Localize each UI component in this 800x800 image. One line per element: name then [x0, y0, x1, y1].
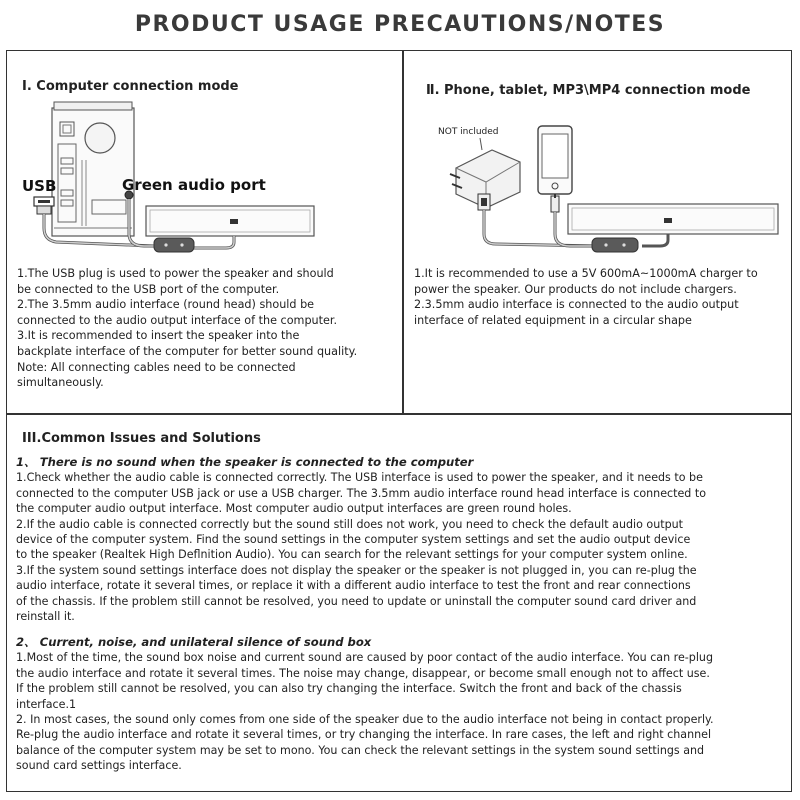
section1-line: Note: All connecting cables need to be connected	[17, 360, 296, 374]
issue2-line: 1.Most of the time, the sound box noise and current sound are caused by poor contact of the audio interface. You can re-plug	[16, 651, 713, 665]
issue1-line: 2.If the audio cable is connected correctly but the sound still does not work, you need to check the default audio output	[16, 517, 684, 531]
issue1-heading: 1、 There is no sound when the speaker is connected to the computer	[16, 455, 474, 469]
usb-label: USB	[22, 177, 57, 195]
section2-line: 2.3.5mm audio interface is connected to the audio output	[414, 298, 739, 312]
issue1-line: the computer audio output interface. Most computer audio output interfaces are green round holes.	[16, 502, 572, 516]
page-title: PRODUCT USAGE PRECAUTIONS/NOTES	[134, 12, 666, 37]
issue1-line: to the speaker (Realtek High Deflnition Audio). You can search for the relevant settings for your computer system online.	[16, 548, 688, 562]
section1-line: 1.The USB plug is used to power the speaker and should	[17, 267, 334, 280]
section2-line: power the speaker. Our products do not include chargers.	[414, 282, 737, 296]
issue1-block	[16, 455, 786, 624]
issue2-line: sound card settings interface.	[16, 759, 182, 773]
section1-title: Ⅰ. Computer connection mode	[22, 79, 239, 94]
issue1-line: connected to the computer USB jack or use a USB charger. The 3.5mm audio interface round head interface is connected to	[16, 486, 707, 500]
section1-line: connected to the audio output interface of the computer.	[17, 313, 338, 327]
issue2-line: If the problem still cannot be resolved, you can also try changing the interface. Switch the front and back of the chassis	[16, 682, 682, 696]
section3-title: III.Common Issues and Solutions	[22, 431, 261, 446]
issue2-line: interface.1	[16, 697, 77, 711]
issue1-line: 1.Check whether the audio cable is connected correctly. The USB interface is used to power the speaker, and it needs to be	[16, 471, 703, 485]
issue2-block	[16, 635, 786, 774]
phone-icon	[538, 126, 572, 194]
issue2-line: balance of the computer system may be set to mono. You can check the relevant settings in the system sound settings and	[16, 743, 705, 757]
vertical-divider	[402, 50, 404, 414]
not-included-label: NOT included	[438, 127, 499, 137]
section1-line: backplate interface of the computer for better sound quality.	[17, 344, 358, 358]
issue1-line: audio interface, rotate it several times, or replace it with a different audio interface to test the front and rear connections	[16, 579, 691, 593]
issue2-line: 2. In most cases, the sound only comes from one side of the speaker due to the audio interface not being in contact properly.	[16, 713, 714, 727]
section2-line: interface of related equipment in a circular shape	[414, 313, 692, 327]
speaker-bar-icon	[568, 204, 778, 252]
speaker-bar-icon	[146, 206, 314, 252]
section1-line: simultaneously.	[17, 376, 104, 390]
issue1-line: of the chassis. If the problem still cannot be resolved, you need to update or uninstall the computer sound card driver and	[16, 594, 697, 608]
section1-line: 2.The 3.5mm audio interface (round head) should be	[17, 298, 315, 312]
issue2-heading: 2、 Current, noise, and unilateral silence of sound box	[16, 635, 372, 649]
horizontal-divider	[6, 413, 792, 415]
issue1-line: device of the computer system. Find the sound settings in the computer system settings and set the audio output device	[16, 533, 691, 547]
section2-line: 1.It is recommended to use a 5V 600mA~1000mA charger to	[414, 267, 758, 280]
pc-tower-icon	[52, 102, 134, 236]
issue1-line: 3.If the system sound settings interface does not display the speaker or the speaker is not plugged in, you can re-plug the	[16, 563, 697, 577]
section2-text	[414, 266, 792, 328]
phone-connection-illustration	[420, 122, 790, 262]
section1-text	[17, 266, 399, 391]
issue2-line: Re-plug the audio interface and rotate it several times, or try changing the interface. In rare cases, the left and right channel	[16, 728, 712, 742]
green-audio-port-label: Green audio port	[122, 176, 266, 194]
section1-line: 3.It is recommended to insert the speaker into the	[17, 329, 300, 343]
computer-connection-illustration	[14, 100, 399, 260]
issue2-line: the audio interface and rotate it several times. The noise may change, disappear, or become small enough not to affect use.	[16, 666, 710, 680]
section1-line: be connected to the USB port of the computer.	[17, 282, 280, 296]
section2-title: Ⅱ. Phone, tablet, MP3\MP4 connection mode	[426, 83, 751, 98]
issue1-line: reinstall it.	[16, 610, 75, 624]
